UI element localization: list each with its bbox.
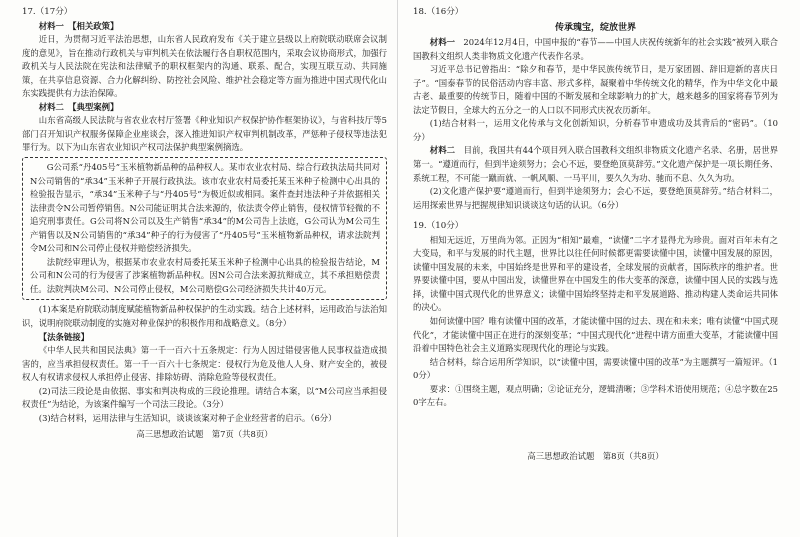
question-17-3: (3)结合材料，运用法律与生活知识，谈谈该案对种子企业经营者的启示。（6分） [38, 412, 337, 423]
law-text: 《中华人民共和国民法典》第一千一百六十五条规定：行为人因过错侵害他人民事权益造成损害的，应当承担侵权责任。第一千一百六十七条规定：侵权行为危及他人人身、财产安全的，被侵权人有权请求侵权人承担停止侵害、排除妨碍、消除危险等侵权责任。 [22, 345, 387, 383]
r-m1-text: 2024年12月4日，中国申报的“春节——中国人庆祝传统新年的社会实践”被列入联合国教科文组织人类非物质文化遗产代表作名录。 [413, 37, 779, 61]
q19-requirements: 要求：①围绕主题，观点明确；②论证充分，逻辑清晰；③学科术语使用规范；④总字数在250字左右。 [413, 383, 778, 408]
q19-text: 相知无远近，万里尚为邻。正因为“相知”最难，“读懂”二字才显得尤为珍贵。面对百年未有之大变局，和平与发展的时代主题，世界比以往任何时候都更需要读懂中国，读懂中国发展的原因，读懂中国发展的未来，中国始终是世界和平的建设者，全球发展的贡献者，国际秩序的维护者。世界要读懂中国，要从中国出发，读懂世界在中国发生的伟大变革的深意，读懂中国人民的实践与选择，读懂中国式现代化的世界意义；读懂中国始终坚持走和平发展道路、推动构建人类命运共同体的决心。 [413, 234, 778, 313]
left-page [22, 6, 387, 442]
left-footer: 高三思想政治试题 第7页（共8页） [136, 429, 273, 440]
law-heading: 【法条链接】 [38, 331, 90, 342]
page-divider [397, 0, 398, 537]
m2-text: 山东省高级人民法院与省农业农村厅签署《种业知识产权保护协作框架协议》，与省科技厅等5部门召开知识产权服务保障企业座谈会，深入推进知识产权审判机制改革，严惩种子侵权等违法犯罪行为。以下为山东省农业知识产权司法保护典型案例摘选。 [22, 115, 387, 153]
q17-header: 17.（17分） [22, 7, 73, 17]
right-page [413, 6, 778, 463]
case-paragraph-2: 法院经审理认为，根据某市农业农村局委托某玉米种子检测中心出具的检验报告结论，M公司和N公司的行为侵害了涉案植物新品种权。因N公司合法来源抗辩成立，其不承担赔偿责任。法院判决M公司、N公司停止侵权，M公司赔偿G公司经济损失共计40万元。 [30, 256, 380, 294]
case-paragraph-1: G公司系“丹405号”玉米植物新品种的品种权人。某市农业农村局、综合行政执法局共同对N公司销售的“承34”玉米种子开展行政执法。该市农业农村局委托某玉米种子检测中心出具的检验报告显示，“承34”玉米种子与“丹405号”为极近似或相同。案件查封违法种子并依据相关法律责令N公司暂停销售。N公司能证明其合法来源的，依法责令停止销售，侵权情节轻微的不追究刑事责任。G公司将N公司以及生产销售“承34”的M公司告上法庭，G公司认为M公司生产销售以及N公司销售的“承34”种子的行为侵害了“丹405号”玉米植物新品种权，请求法院判令M公司和N公司停止侵权并赔偿经济损失。 [30, 162, 380, 254]
question-18-1: (1)结合材料一，运用文化传承与文化创新知识，分析春节申遗成功及其背后的“密码”。（10分） [413, 118, 778, 142]
question-17-2: (2)司法三段论是由依据、事实和判决构成的三段论推理。请结合本案，以“M公司应当承担侵权责任”为结论，为该案件编写一个司法三段论。（3分） [22, 385, 387, 410]
q19-header: 19.（10分） [413, 221, 464, 232]
m1-text: 近日，为贯彻习近平法治思想，山东省人民政府发布《关于建立县级以上府院联动联席会议制度的意见》，旨在推动行政机关与审判机关在依法履行各自职权范围内，采取会议协商形式，加强行政机关与人民法院在宪法和法律赋予的职权框架内的沟通、联系、配合，实现互联互动、共同施策，在共享信息资源、合力化解纠纷、防控社会风险、维护社会稳定等方面为推进中国式现代化山东实践提供有力法治保障。 [22, 34, 387, 99]
m1-heading: 材料一 【相关政策】 [38, 20, 119, 31]
right-footer: 高三思想政治试题 第8页（共8页） [527, 450, 664, 461]
question-18-2: (2)文化遗产保护要“遵道而行，但到半途须努力；会心不远，要登绝顶莫辞劳。”结合材料二，运用探索世界与把握规律知识谈谈这句话的认识。（6分） [413, 186, 778, 210]
case-box [22, 157, 387, 300]
q18-title: 传承瑰宝，绽放世界 [554, 22, 636, 33]
r-m1-text-2: 习近平总书记曾指出：“除夕和春节，是中华民族传统节日，是万家团圆、辞旧迎新的喜庆日子”。“国泰春节的民俗活动内容丰富、形式多样，凝聚着中华传统文化的精华，作为中华文化中最古老、最重要的传统节日，随着中国的不断发展和全球影响力的扩大，越来越多的国家将春节列为法定节假日，全球大约五分之一的人口以不同形式庆祝农历新年。 [413, 64, 778, 115]
r-m1-label: 材料一 [429, 37, 455, 48]
q19-text-2: 如何读懂中国？唯有读懂中国的改革，才能读懂中国的过去、现在和未来；唯有读懂“中国式现代化”，才能读懂中国正在进行的深刻变革；“中国式现代化”进程中请方面重大变革，才能读懂中国沿着中国特色社会主义道路实现现代化的理论与实践。 [413, 316, 778, 354]
m2-heading: 材料二 【典型案例】 [38, 101, 119, 112]
q18-header: 18.（16分） [413, 7, 464, 17]
r-m2-text: 目前，我国共有44个项目列入联合国教科文组织非物质文化遗产名录、名册，居世界第一。“遵道而行，但到半途须努力；会心不远，要登绝顶莫辞劳。”文化遗产保护是一项长期任务、系统工程，不可能一蹴而就、一帆风顺、一马平川，要久久为功、驰而不息、久久为功。 [413, 145, 779, 183]
r-m2-label: 材料二 [429, 145, 456, 156]
question-17-1: (1)本案是府院联动制度赋能植物新品种权保护的生动实践。结合上述材料，运用政治与法治知识，说明府院联动制度的实施对种业保护的积极作用和战略意义。（8分） [22, 304, 387, 329]
q19-task: 结合材料，综合运用所学知识，以“读懂中国，需要读懂中国的改革”为主题撰写一篇短评。（10分） [413, 356, 778, 381]
